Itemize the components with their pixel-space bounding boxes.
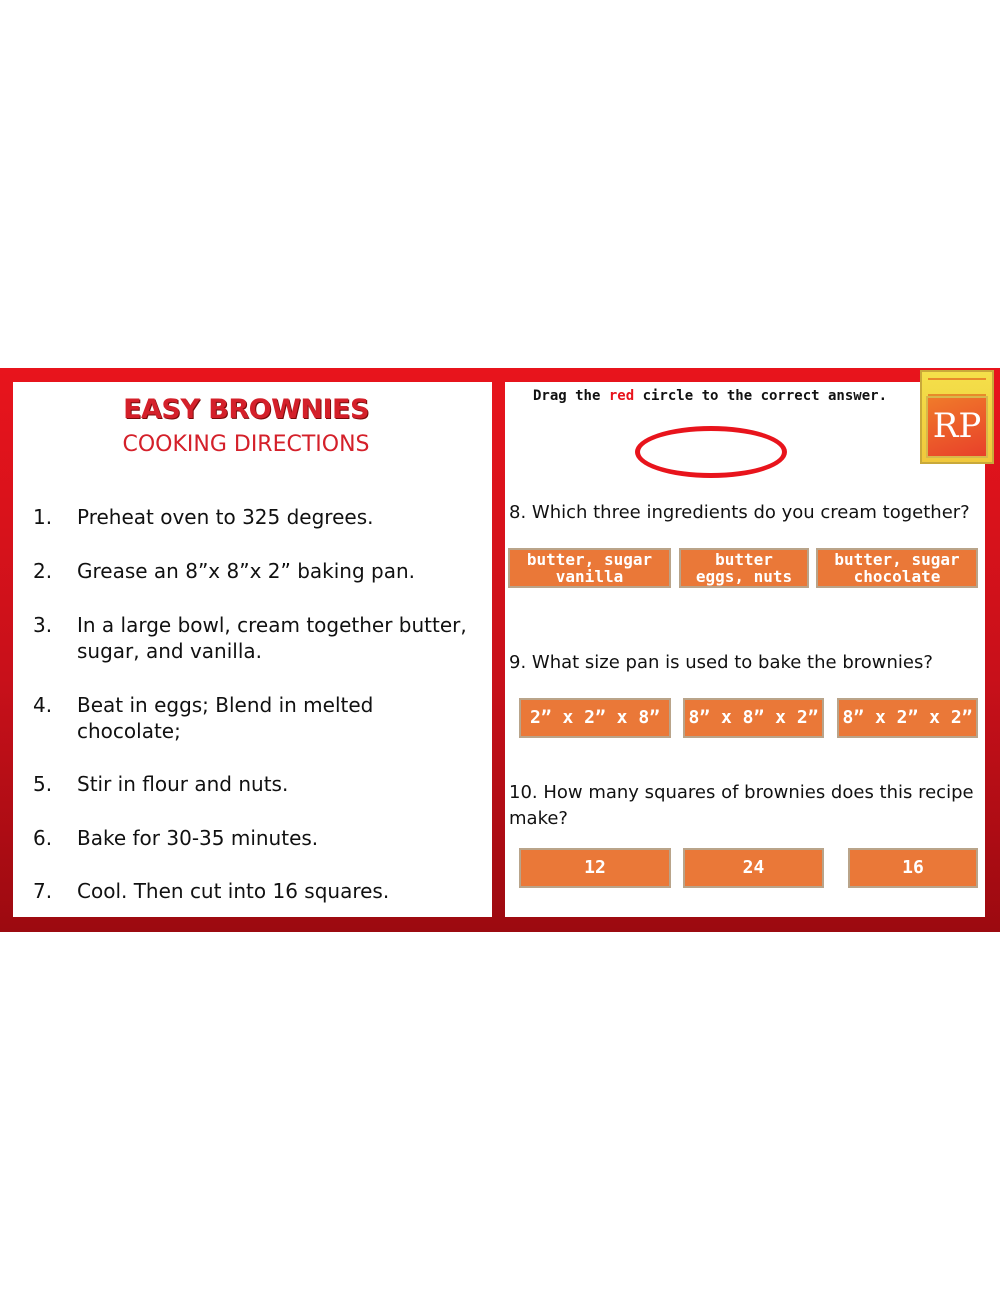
slide (0, 368, 1000, 932)
instruction-red-word: red (608, 388, 635, 404)
question-10: 10. How many squares of brownies does this recipe make? (509, 782, 974, 829)
step-text: Grease an 8”x 8”x 2” baking pan. (77, 559, 416, 583)
answer-9c[interactable]: 8” x 2” x 2” (837, 698, 978, 738)
step-number: 5. (33, 772, 53, 796)
answer-line: butter, sugar (834, 550, 960, 569)
instruction-post: circle to the correct answer. (634, 388, 888, 404)
recipe-subtitle: COOKING DIRECTIONS (122, 432, 370, 457)
recipe-title: EASY BROWNIES (123, 394, 369, 425)
step-number: 6. (33, 826, 53, 850)
step-text: In a large bowl, cream together butter, sugar, and vanilla. (77, 613, 467, 663)
step-number: 3. (33, 613, 53, 637)
question-9: 9. What size pan is used to bake the brownies? (509, 652, 933, 673)
answer-10c[interactable]: 16 (848, 848, 978, 888)
step-text: Stir in flour and nuts. (77, 772, 289, 796)
instruction-pre: Drag the (532, 388, 609, 404)
answer-8a[interactable] (508, 548, 671, 588)
draggable-red-circle[interactable] (635, 426, 787, 478)
steps-list (13, 382, 492, 917)
question-8: 8. Which three ingredients do you cream together? (509, 502, 970, 523)
step-text: Beat in eggs; Blend in melted chocolate; (77, 693, 374, 743)
step-number: 7. (33, 879, 53, 903)
answer-10a[interactable]: 12 (519, 848, 671, 888)
answer-9a[interactable]: 2” x 2” x 8” (519, 698, 671, 738)
answer-9b[interactable]: 8” x 8” x 2” (683, 698, 824, 738)
step-text: Bake for 30-35 minutes. (77, 826, 319, 850)
quiz-panel (505, 382, 985, 917)
recipe-panel (13, 382, 492, 917)
logo-badge: RP (926, 396, 988, 458)
step-number: 1. (33, 505, 53, 529)
logo-stripes (928, 378, 986, 396)
step-number: 4. (33, 693, 53, 717)
instruction-text (505, 388, 915, 404)
answer-line: chocolate (853, 567, 941, 586)
rp-logo (920, 370, 994, 464)
step-number: 2. (33, 559, 53, 583)
answer-line: butter (715, 550, 773, 569)
answer-8c[interactable] (816, 548, 978, 588)
answer-10b[interactable]: 24 (683, 848, 824, 888)
answer-line: vanilla (555, 567, 624, 586)
answer-8b[interactable] (679, 548, 809, 588)
answer-line: butter, sugar (526, 550, 653, 569)
step-text: Preheat oven to 325 degrees. (77, 505, 374, 529)
step-text: Cool. Then cut into 16 squares. (77, 879, 390, 903)
answer-line: eggs, nuts (695, 567, 793, 586)
